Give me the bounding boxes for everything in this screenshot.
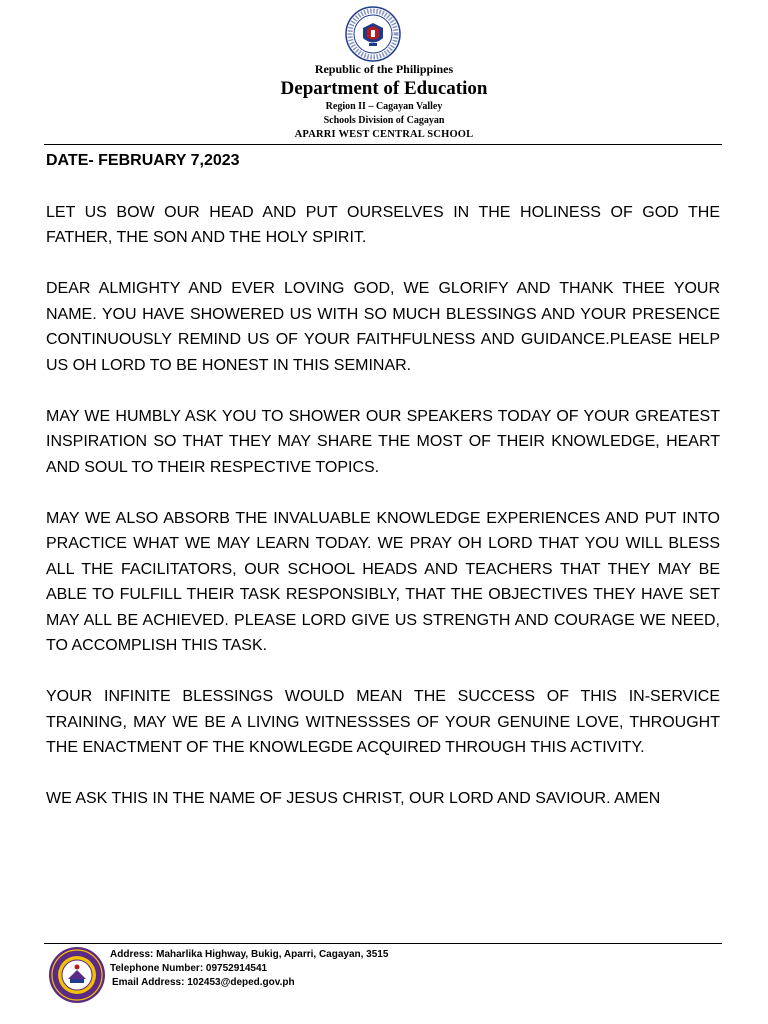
paragraph-5: YOUR INFINITE BLESSINGS WOULD MEAN THE SUCCESS OF THIS IN-SERVICE TRAINING, MAY WE BE A LIVING WITNESSSES OF YOUR GENUINE LOVE, THROUGHT THE ENACTMENT OF THE KNOWLEGDE ACQUIRED THROUGH THIS ACTIVITY. [46, 688, 720, 756]
region-line: Region II – Cagayan Valley [325, 101, 443, 112]
school-name: APARRI WEST CENTRAL SCHOOL [294, 129, 474, 140]
division-line: Schools Division of Cagayan [323, 115, 445, 126]
footer-telephone: Telephone Number: 09752914541 [110, 963, 268, 974]
school-logo [48, 946, 106, 1004]
header-divider [44, 144, 722, 145]
department-title: Department of Education [280, 78, 488, 99]
footer-divider [44, 943, 722, 944]
paragraph-6: WE ASK THIS IN THE NAME OF JESUS CHRIST, OUR LORD AND SAVIOUR. AMEN [46, 790, 661, 807]
prayer-body [46, 148, 720, 837]
paragraph-4: MAY WE ALSO ABSORB THE INVALUABLE KNOWLEDGE EXPERIENCES AND PUT INTO PRACTICE WHAT WE MAY LEARN TODAY. WE PRAY OH LORD THAT YOU WILL BLESS ALL THE FACILITATORS, OUR SCHOOL HEADS AND TEACHERS THAT THEY MAY BE ABLE TO FULFILL THEIR TASK RESPONSIBLY, THAT THE OBJECTIVES THEY HAVE SET MAY ALL BE ACHIEVED. PLEASE LORD GIVE US STRENGTH AND COURAGE WE NEED, TO ACCOMPLISH THIS TASK. [46, 509, 720, 654]
footer-address: Address: Maharlika Highway, Bukig, Aparri, Cagayan, 3515 [110, 949, 389, 960]
footer-email: Email Address: 102453@deped.gov.ph [112, 977, 295, 988]
footer-contact [110, 948, 388, 990]
paragraph-2: DEAR ALMIGHTY AND EVER LOVING GOD, WE GLORIFY AND THANK THEE YOUR NAME. YOU HAVE SHOWERED US WITH SO MUCH BLESSINGS AND YOUR PRESENCE CONTINUOUSLY REMIND US OF YOUR FAITHFULNESS AND GUIDANCE.PLEASE HELP US OH LORD TO BE HONEST IN THIS SEMINAR. [46, 280, 720, 374]
paragraph-1: LET US BOW OUR HEAD AND PUT OURSELVES IN THE HOLINESS OF GOD THE FATHER, THE SON AND THE HOLY SPIRIT. [46, 203, 720, 246]
republic-line: Republic of the Philippines [314, 62, 454, 76]
deped-seal-logo [345, 6, 401, 62]
paragraph-3: MAY WE HUMBLY ASK YOU TO SHOWER OUR SPEAKERS TODAY OF YOUR GREATEST INSPIRATION SO THAT THEY MAY SHARE THE MOST OF THEIR KNOWLEDGE, HEART AND SOUL TO THEIR RESPECTIVE TOPICS. [46, 407, 720, 476]
document-date: DATE- FEBRUARY 7,2023 [46, 152, 240, 169]
